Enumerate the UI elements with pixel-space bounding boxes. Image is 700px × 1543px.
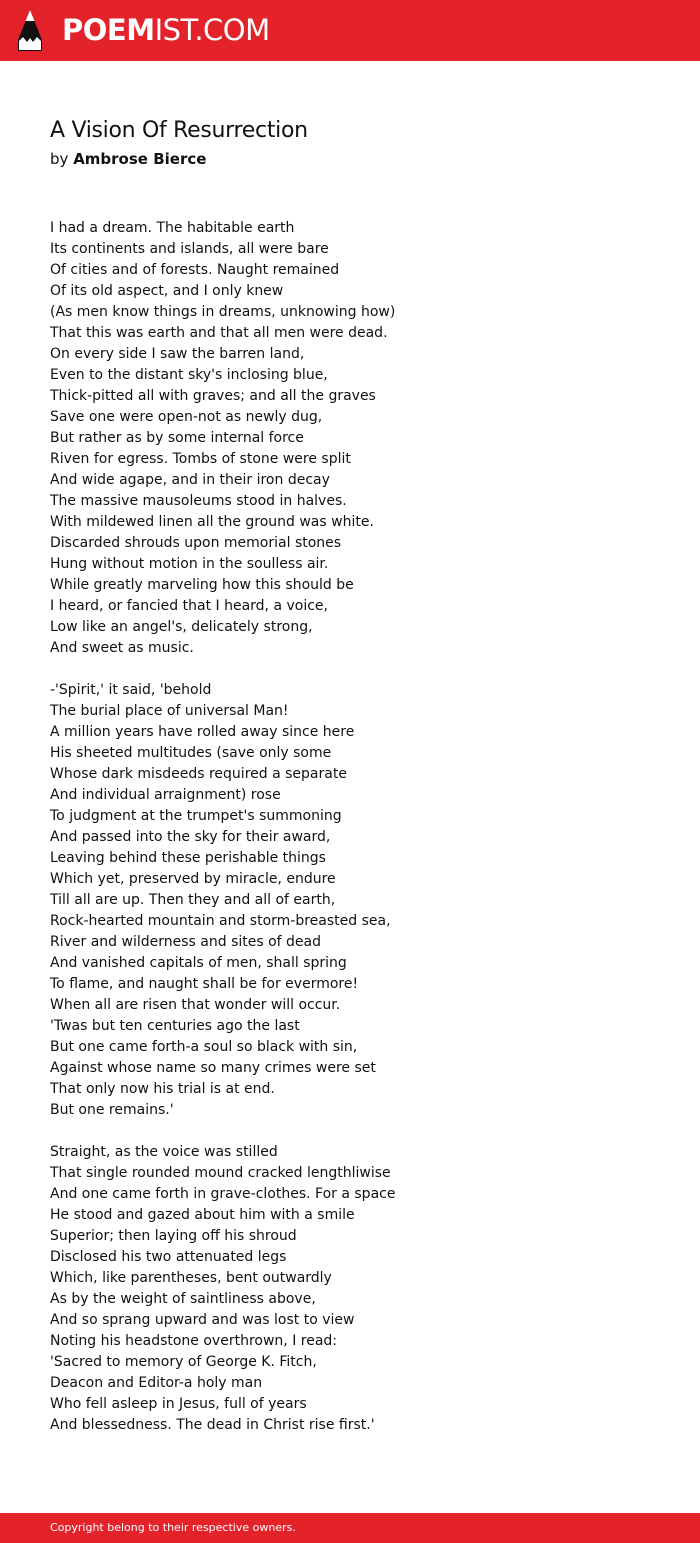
poem-line: With mildewed linen all the ground was white. [50, 514, 374, 530]
poem-line: Of its old aspect, and I only knew [50, 283, 284, 299]
poem-line: Of cities and of forests. Naught remained [50, 262, 340, 278]
poem-line: The massive mausoleums stood in halves. [50, 493, 347, 509]
poem-line: Against whose name so many crimes were set [50, 1060, 376, 1076]
poem-line: The burial place of universal Man! [50, 703, 289, 719]
poem-line: But rather as by some internal force [50, 430, 304, 446]
poem-line: I heard, or fancied that I heard, a voice, [50, 598, 328, 614]
poem-line: And blessedness. The dead in Christ rise first.' [50, 1417, 375, 1433]
poem-line: Noting his headstone overthrown, I read: [50, 1333, 338, 1349]
poem-line: And vanished capitals of men, shall spring [50, 955, 347, 971]
poem-stanza [50, 1142, 650, 1436]
poem-line: While greatly marveling how this should be [50, 577, 354, 593]
poem-line: Hung without motion in the soulless air. [50, 556, 329, 572]
poem-line: To judgment at the trumpet's summoning [50, 808, 342, 824]
poem-line: Which, like parentheses, bent outwardly [50, 1270, 332, 1286]
poem-line: As by the weight of saintliness above, [50, 1291, 316, 1307]
poem-line: I had a dream. The habitable earth [50, 220, 295, 236]
poem-line: His sheeted multitudes (save only some [50, 745, 332, 761]
poem-line: Whose dark misdeeds required a separate [50, 766, 347, 782]
poem-line: Deacon and Editor-a holy man [50, 1375, 263, 1391]
poem-body [50, 218, 650, 1436]
poem-line: Which yet, preserved by miracle, endure [50, 871, 336, 887]
poem-line: Low like an angel's, delicately strong, [50, 619, 313, 635]
poem-line: He stood and gazed about him with a smile [50, 1207, 355, 1223]
copyright-text: Copyright belong to their respective owners. [50, 1521, 296, 1534]
poem-line: Superior; then laying off his shroud [50, 1228, 297, 1244]
poem-line: 'Twas but ten centuries ago the last [50, 1018, 300, 1034]
poem-line: Thick-pitted all with graves; and all the graves [50, 388, 376, 404]
poem-line: 'Sacred to memory of George K. Fitch, [50, 1354, 317, 1370]
poem-line: But one came forth-a soul so black with sin, [50, 1039, 358, 1055]
site-logo-link[interactable] [62, 12, 270, 48]
poem-title: A Vision Of Resurrection [50, 118, 308, 143]
poem-line: Discarded shrouds upon memorial stones [50, 535, 342, 551]
pencil-tip-icon [18, 10, 42, 51]
site-footer [0, 1513, 700, 1543]
poem-line: Who fell asleep in Jesus, full of years [50, 1396, 307, 1412]
poem-line: And wide agape, and in their iron decay [50, 472, 330, 488]
poem-line: And so sprang upward and was lost to view [50, 1312, 355, 1328]
by-label: by [50, 150, 69, 168]
poem-line: On every side I saw the barren land, [50, 346, 305, 362]
poem-line: (As men know things in dreams, unknowing how) [50, 304, 396, 320]
poem-line: Its continents and islands, all were bare [50, 241, 329, 257]
poem-stanza [50, 680, 650, 1121]
poem-line: That only now his trial is at end. [50, 1081, 275, 1097]
poem-line: Even to the distant sky's inclosing blue, [50, 367, 328, 383]
poem-line: But one remains.' [50, 1102, 174, 1118]
poem-line: Straight, as the voice was stilled [50, 1144, 278, 1160]
poem-line: And one came forth in grave-clothes. For a space [50, 1186, 396, 1202]
poem-line: And sweet as music. [50, 640, 194, 656]
poem-line: Riven for egress. Tombs of stone were split [50, 451, 351, 467]
poem-line: That this was earth and that all men were dead. [50, 325, 388, 341]
poem-stanza [50, 218, 650, 659]
poem-line: Rock-hearted mountain and storm-breasted sea, [50, 913, 391, 929]
poem-line: Save one were open-not as newly dug, [50, 409, 323, 425]
poem-line: And individual arraignment) rose [50, 787, 281, 803]
poem-line: Leaving behind these perishable things [50, 850, 326, 866]
poem-line: To flame, and naught shall be for evermore! [50, 976, 359, 992]
site-header [0, 0, 700, 61]
poem-line: And passed into the sky for their award, [50, 829, 331, 845]
author-name: Ambrose Bierce [73, 150, 207, 168]
poem-line: -'Spirit,' it said, 'behold [50, 682, 212, 698]
poem-line: That single rounded mound cracked lengthliwise [50, 1165, 391, 1181]
poem-line: River and wilderness and sites of dead [50, 934, 322, 950]
poem-line: Disclosed his two attenuated legs [50, 1249, 287, 1265]
poem-line: Till all are up. Then they and all of earth, [50, 892, 336, 908]
brand-bold: POEM [62, 13, 155, 47]
brand-light: IST.COM [154, 13, 270, 47]
poem-line: A million years have rolled away since here [50, 724, 355, 740]
poem-line: When all are risen that wonder will occur. [50, 997, 341, 1013]
byline [50, 148, 206, 170]
